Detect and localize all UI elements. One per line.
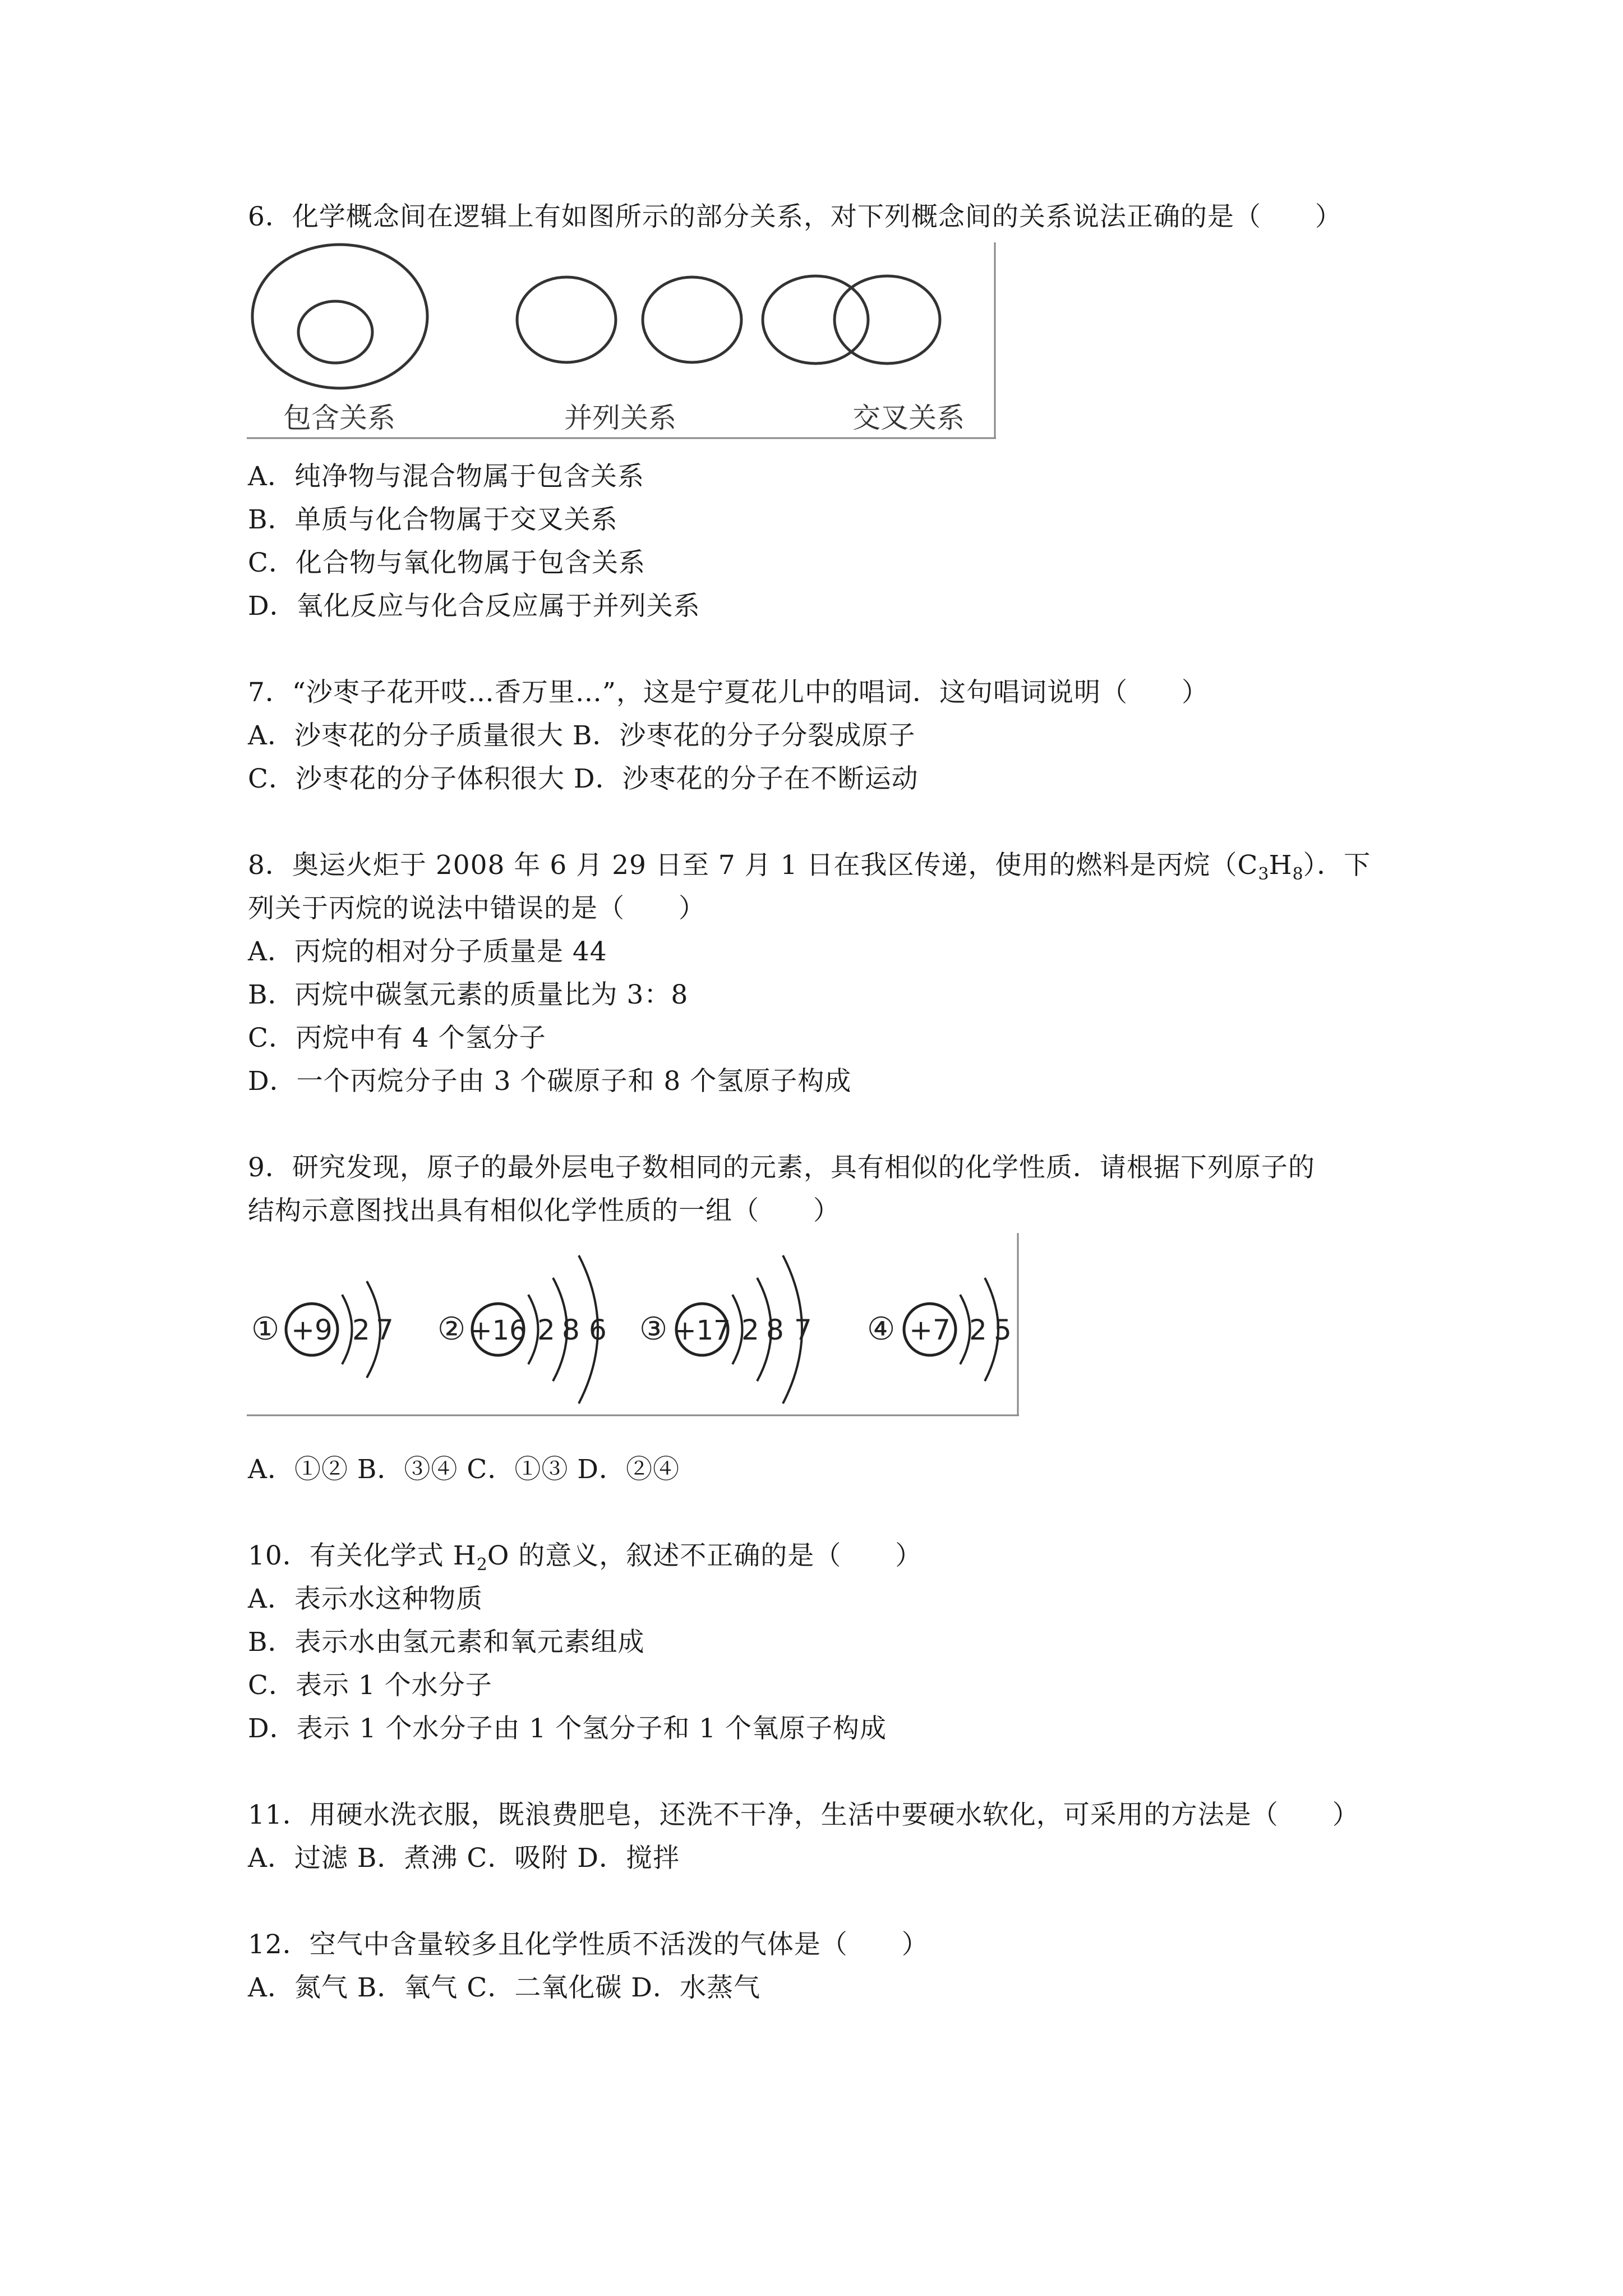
intersection-circle-right: [834, 276, 940, 364]
atom-2-shell-1: 2: [537, 1314, 555, 1346]
q11-options: A．过滤 B．煮沸 C．吸附 D．搅拌: [248, 1843, 680, 1874]
q7-options-cd: C．沙枣花的分子体积很大 D．沙枣花的分子在不断运动: [248, 763, 919, 794]
label-parallel: 并列关系: [564, 402, 676, 434]
q6-option-a: A．纯净物与混合物属于包含关系: [248, 461, 644, 492]
q8-option-a: A．丙烷的相对分子质量是 44: [248, 936, 607, 967]
atom-3-index: ③: [639, 1311, 668, 1347]
q9-atom-structure-figure: [247, 1233, 1021, 1418]
atom-4-shell-1: 2: [969, 1314, 987, 1346]
q8-option-b: B．丙烷中碳氢元素的质量比为 3：8: [248, 979, 689, 1010]
q8-stem-text-h: H: [1269, 850, 1293, 881]
atom-1: [251, 1281, 394, 1378]
q7-stem: 7．“沙枣子花开哎…香万里…”，这是宁夏花儿中的唱词．这句唱词说明（ ）: [248, 677, 1209, 708]
label-inclusion: 包含关系: [283, 402, 395, 434]
q10-option-c: C．表示 1 个水分子: [248, 1670, 492, 1701]
q12-options: A．氮气 B．氧气 C．二氧化碳 D．水蒸气: [248, 1972, 760, 2003]
atom-1-shell-1: 2: [352, 1314, 370, 1346]
label-intersection: 交叉关系: [852, 402, 965, 434]
q10-stem: [248, 1539, 922, 1582]
atom-3-nucleus-charge: +17: [674, 1315, 731, 1346]
q9-options: A．①② B．③④ C．①③ D．②④: [248, 1454, 680, 1485]
q8-stem-text-a: 8．奥运火炬于 2008 年 6 月 29 日至 7 月 1 日在我区传递，使用的燃料是丙烷（C: [248, 850, 1258, 881]
q10-stem-text-b: O 的意义，叙述不正确的是（ ）: [487, 1540, 923, 1571]
inclusion-outer-circle: [252, 245, 427, 388]
q11-stem: 11．用硬水洗衣服，既浪费肥皂，还洗不干净，生活中要硬水软化，可采用的方法是（ ）: [248, 1800, 1359, 1830]
atom-4-index: ④: [867, 1311, 896, 1347]
q10-subscript-2: 2: [476, 1555, 487, 1575]
q7-options-ab: A．沙枣花的分子质量很大 B．沙枣花的分子分裂成原子: [248, 720, 916, 751]
q8-option-d: D．一个丙烷分子由 3 个碳原子和 8 个氢原子构成: [248, 1066, 852, 1097]
q10-option-a: A．表示水这种物质: [248, 1584, 483, 1614]
atom-2-index: ②: [437, 1311, 466, 1347]
intersection-circle-left: [763, 276, 868, 364]
q12-stem: 12．空气中含量较多且化学性质不活泼的气体是（ ）: [248, 1929, 929, 1960]
atom-2-nucleus-charge: +16: [469, 1315, 527, 1346]
atom-4-shell-2: 5: [994, 1314, 1012, 1346]
q6-relationship-diagram: [247, 242, 998, 440]
q8-stem-line1: [248, 849, 1371, 891]
inclusion-inner-circle: [298, 301, 372, 363]
parallel-circle-left: [517, 277, 616, 362]
q10-stem-text-a: 10．有关化学式 H: [248, 1540, 477, 1571]
q9-atom-diagram: [247, 1233, 1021, 1418]
atom-3-shell-3: 7: [794, 1314, 812, 1346]
q6-option-d: D．氧化反应与化合反应属于并列关系: [248, 591, 700, 622]
q8-subscript-8: 8: [1292, 864, 1303, 884]
q9-stem-line2: 结构示意图找出具有相似化学性质的一组（ ）: [248, 1195, 840, 1226]
q6-option-c: C．化合物与氧化物属于包含关系: [248, 547, 645, 578]
atom-4: [867, 1278, 1012, 1381]
q8-option-c: C．丙烷中有 4 个氢分子: [248, 1023, 546, 1053]
atom-3-shell-2: 8: [766, 1314, 784, 1346]
atom-3-shell-1: 2: [741, 1314, 759, 1346]
q8-subscript-3: 3: [1258, 864, 1269, 884]
q9-stem-line1: 9．研究发现，原子的最外层电子数相同的元素，具有相似的化学性质．请根据下列原子的: [248, 1152, 1315, 1183]
q6-stem: 6．化学概念间在逻辑上有如图所示的部分关系，对下列概念间的关系说法正确的是（ ）: [248, 201, 1342, 232]
atom-1-nucleus-charge: +9: [291, 1314, 333, 1346]
q8-stem-text-b: ）．下: [1303, 850, 1371, 881]
q6-option-b: B．单质与化合物属于交叉关系: [248, 504, 618, 535]
atom-2-shell-2: 8: [562, 1314, 580, 1346]
atom-2-shell-3: 6: [589, 1314, 607, 1346]
atom-1-shell-2: 7: [376, 1314, 394, 1346]
q10-option-b: B．表示水由氢元素和氧元素组成: [248, 1627, 645, 1658]
atom-2: [437, 1255, 607, 1404]
q6-relationship-figure: [247, 242, 998, 440]
atom-1-index: ①: [251, 1311, 280, 1347]
q10-option-d: D．表示 1 个水分子由 1 个氢分子和 1 个氧原子构成: [248, 1713, 887, 1744]
parallel-circle-right: [643, 277, 741, 362]
q8-stem-line2: 列关于丙烷的说法中错误的是（ ）: [248, 893, 706, 924]
atom-4-nucleus-charge: +7: [909, 1314, 951, 1346]
atom-3: [639, 1255, 812, 1404]
